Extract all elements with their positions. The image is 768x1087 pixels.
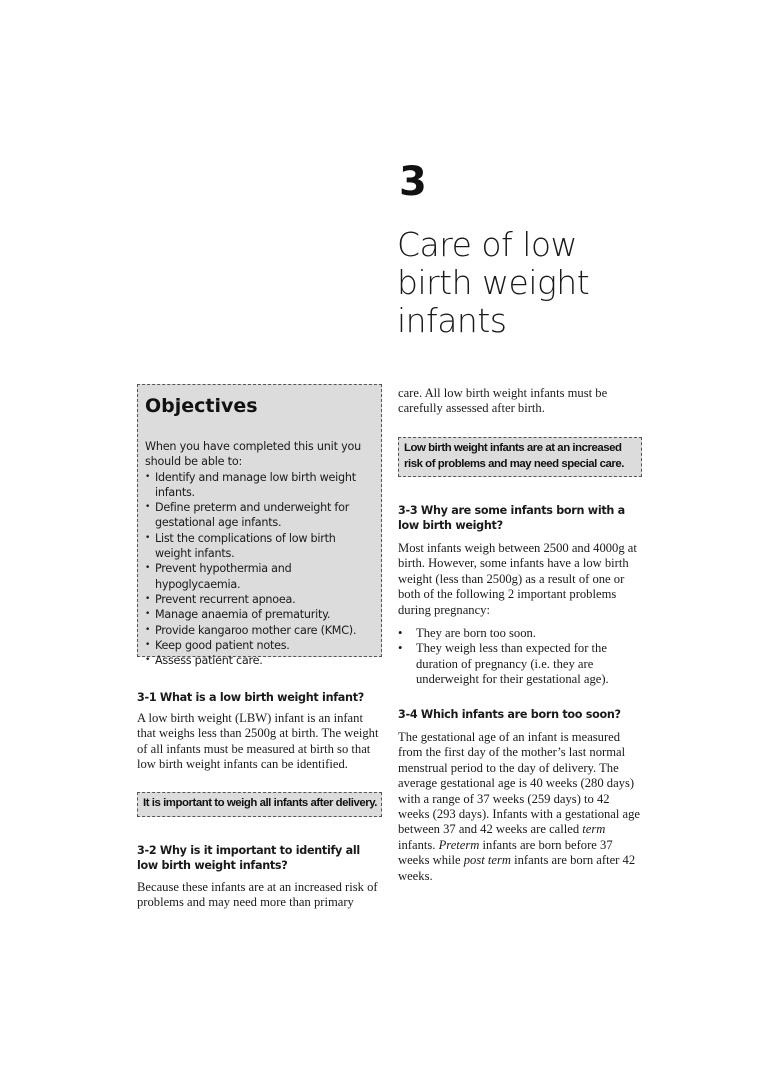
chapter-number: 3	[399, 159, 427, 205]
section-body-3-4: The gestational age of an infant is measured from the first day of the mother’s last normal menstrual period to the day of delivery. The average gestational age is 40 weeks (280 days) with a range of 37 weeks (259 days) to 42 weeks (293 days). Infants with a gestational age between 37 and 42 weeks are called term infants. Preterm infants are born before 37 weeks while post term infants are born after 42 weeks.	[398, 730, 641, 883]
callout-weigh-infants: It is important to weigh all infants after delivery.	[137, 792, 382, 817]
bullet-icon: •	[398, 626, 403, 640]
objective-item: • Assess patient care.	[145, 654, 263, 668]
chapter-title-line: infants	[397, 301, 507, 340]
objective-item: • Keep good patient notes.	[145, 638, 290, 652]
section-heading-3-2: 3-2 Why is it important to identify all low birth weight infants?	[137, 844, 360, 872]
bullet-icon: •	[145, 655, 151, 666]
preterm-italic: Preterm	[438, 837, 480, 852]
objectives-list	[145, 470, 375, 669]
section-heading-3-3: 3-3 Why are some infants born with a low birth weight?	[398, 504, 625, 532]
objective-item: • Provide kangaroo mother care (KMC).	[145, 623, 357, 637]
section-heading-3-4: 3-4 Which infants are born too soon?	[398, 708, 621, 721]
term-italic: term	[582, 822, 606, 837]
objectives-box	[137, 384, 382, 668]
bullet-icon: •	[145, 502, 151, 513]
objective-item: • Prevent hypothermia and hypoglycaemia.	[145, 562, 292, 591]
bullet-icon: •	[145, 593, 151, 604]
callout-special-care: Low birth weight infants are at an increased risk of problems and may need special care.	[398, 437, 642, 477]
objective-item: • Identify and manage low birth weight infants.	[145, 470, 356, 499]
chapter-title	[397, 226, 657, 340]
reason-item: • They weigh less than expected for the duration of pregnancy (i.e. they are underweight for their gestational age).	[398, 641, 609, 687]
bullet-icon: •	[398, 641, 403, 656]
chapter-title-line: birth weight	[397, 263, 590, 302]
chapter-title-line: Care of low	[397, 225, 578, 264]
section-body-3-2-part2: care. All low birth weight infants must be carefully assessed after birth.	[398, 386, 608, 416]
post-term-italic: post term	[463, 853, 511, 868]
objectives-intro-line: When you have completed this unit you	[145, 440, 362, 453]
bullet-icon: •	[145, 624, 151, 635]
objectives-title: Objectives	[145, 395, 258, 417]
section-body-3-2-part1: Because these infants are at an increased risk of problems and may need more than primary	[137, 880, 378, 910]
objective-item: • Prevent recurrent apnoea.	[145, 592, 296, 606]
objective-item: • Define preterm and underweight for gestational age infants.	[145, 501, 350, 530]
bullet-icon: •	[145, 471, 151, 482]
section-body-3-1: A low birth weight (LBW) infant is an infant that weighs less than 2500g at birth. The weight of all infants must be measured at birth so that low birth weight infants can be identified.	[137, 711, 379, 772]
objective-item: • List the complications of low birth weight infants.	[145, 531, 336, 561]
bullet-icon: •	[145, 609, 151, 620]
objectives-intro-line: should be able to:	[145, 455, 243, 469]
objectives-intro	[145, 439, 375, 470]
objective-item: • Manage anaemia of prematurity.	[145, 608, 331, 622]
section-body-3-3: Most infants weigh between 2500 and 4000g at birth. However, some infants have a low birth weight (less than 2500g) as a result of one or both of the following 2 important problems during pregnancy:	[398, 541, 637, 617]
bullet-icon: •	[145, 532, 151, 543]
bullet-icon: •	[145, 563, 151, 574]
reasons-list	[398, 626, 644, 688]
bullet-icon: •	[145, 639, 151, 650]
section-heading-3-1: 3-1 What is a low birth weight infant?	[137, 691, 364, 704]
reason-item: • They are born too soon.	[398, 626, 536, 640]
